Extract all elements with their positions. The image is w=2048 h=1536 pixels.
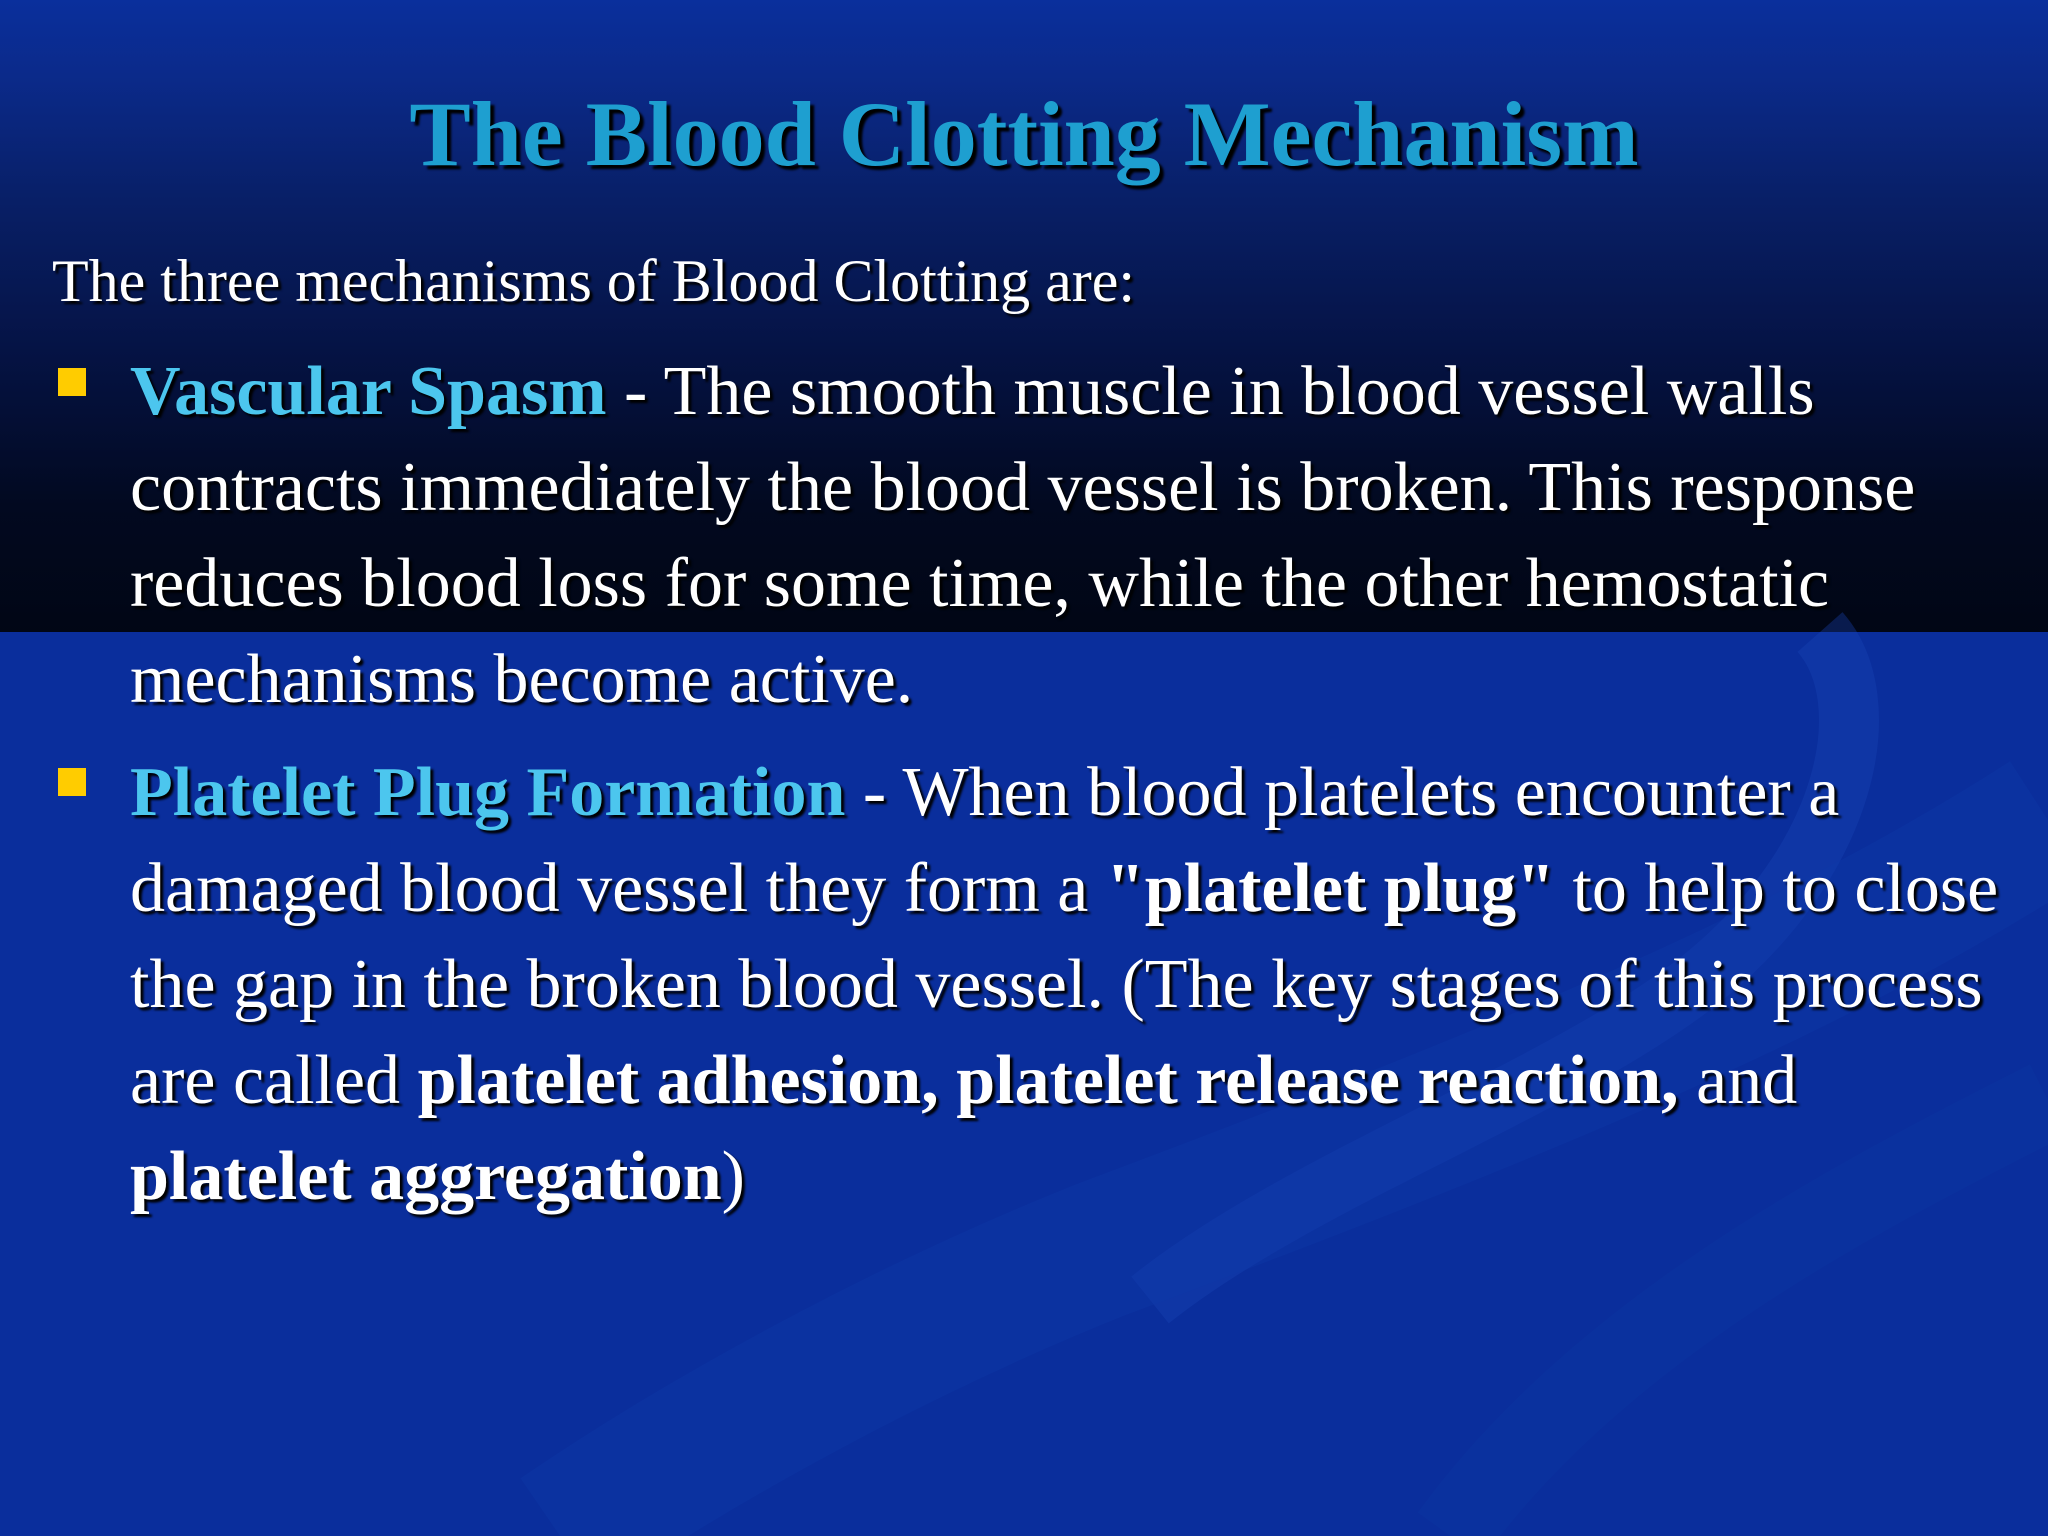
- bullet-text: ): [721, 1138, 745, 1215]
- bullet-square-icon: [58, 368, 86, 396]
- separator: -: [606, 353, 664, 430]
- bullet-text: and: [1678, 1042, 1798, 1119]
- bullet-square-icon: [58, 768, 86, 796]
- bullet-text: When blood platelets encounter a damaged blood vessel they form a: [130, 754, 1840, 927]
- intro-text: The three mechanisms of Blood Clotting are:: [52, 248, 1136, 314]
- bullet-text: The smooth muscle in blood vessel walls contracts immediately the blood vessel is broken. This response reduces blood loss for some time, while the other hemostatic mechanisms become active.: [130, 353, 1916, 718]
- bullet-text: to help to close the gap in the broken blood vessel. (The key stages of this process are called: [130, 850, 1999, 1119]
- separator: -: [845, 754, 903, 831]
- bullet-platelet-plug: [130, 745, 2000, 1225]
- bold-platelet-plug: "platelet plug": [1105, 850, 1555, 927]
- bullet-vascular-spasm: [130, 344, 2000, 728]
- slide-title: The Blood Clotting Mechanism: [409, 83, 1639, 185]
- term-platelet-plug-formation: Platelet Plug Formation: [130, 754, 846, 831]
- term-vascular-spasm: Vascular Spasm: [130, 353, 607, 430]
- bold-platelet-aggregation: platelet aggregation: [130, 1138, 722, 1215]
- bold-key-stages: platelet adhesion, platelet release reaction,: [417, 1042, 1679, 1119]
